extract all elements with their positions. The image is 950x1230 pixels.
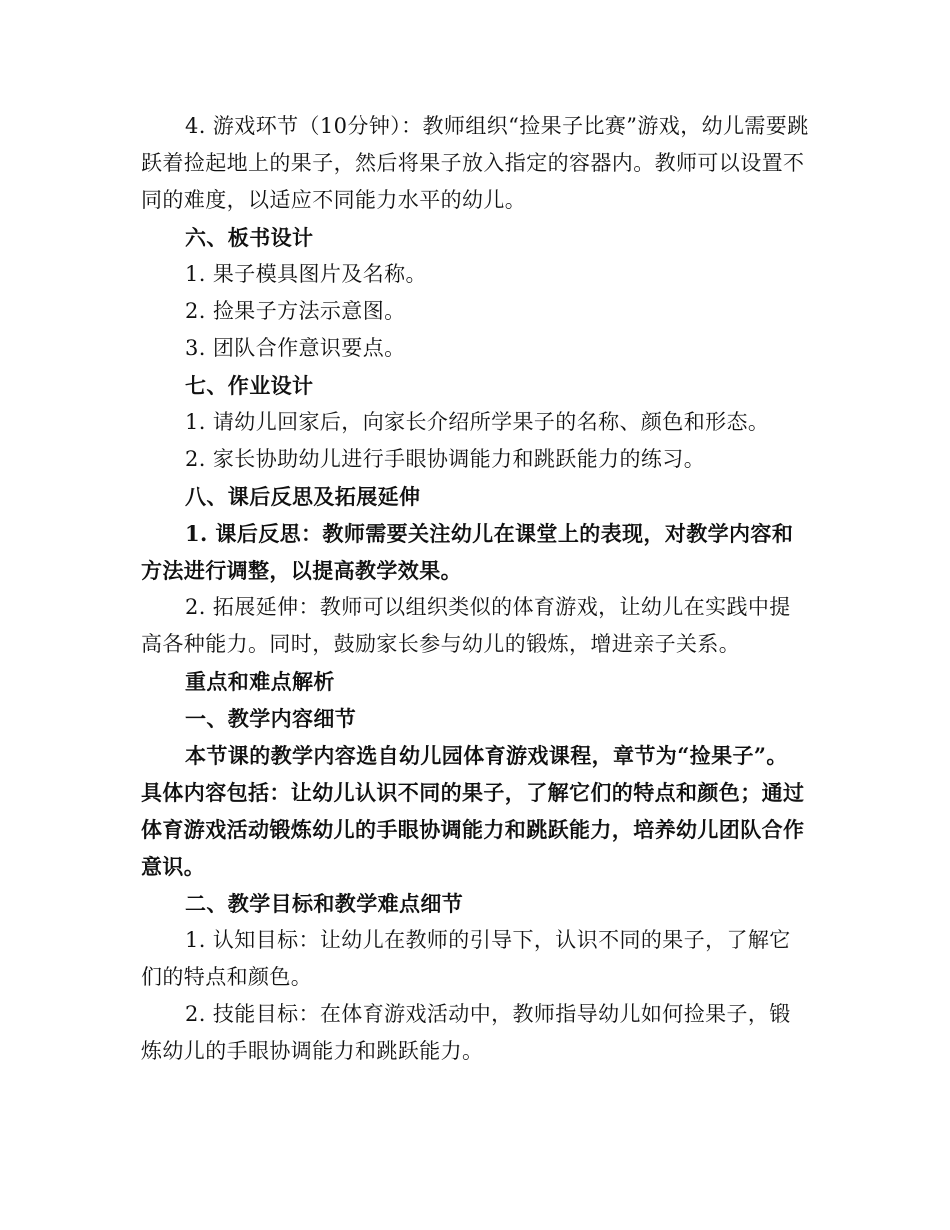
heading-reflection-extension: 八、课后反思及拓展延伸 [185,484,421,509]
list-item: 3. 团队合作意识要点。 [185,336,406,360]
heading-goals-difficulties: 二、教学目标和教学难点细节 [185,891,464,916]
paragraph-cognitive-goal: 1. 认知目标：让幼儿在教师的引导下，认识不同的果子，了解它们的特点和颜色。 [141,928,791,989]
paragraph-skill-goal: 2. 技能目标：在体育游戏活动中，教师指导幼儿如何捡果子，锻炼幼儿的手眼协调能力和跳跃能力。 [141,1002,791,1063]
heading-key-points-analysis: 重点和难点解析 [185,669,335,694]
document-page [141,108,809,1070]
list-item: 1. 请幼儿回家后，向家长介绍所学果子的名称、颜色和形态。 [185,410,770,434]
paragraph-content-details: 本节课的教学内容选自幼儿园体育游戏课程，章节为“捡果子”。具体内容包括：让幼儿认识不同的果子，了解它们的特点和颜色；通过体育游戏活动锻炼幼儿的手眼协调能力和跳跃能力，培养幼儿团队合作意识。 [141,743,805,879]
list-item: 2. 家长协助幼儿进行手眼协调能力和跳跃能力的练习。 [185,447,706,471]
heading-homework-design: 七、作业设计 [185,373,314,398]
list-item: 1. 果子模具图片及名称。 [185,262,427,286]
paragraph-game-section: 4. 游戏环节（10分钟）：教师组织“捡果子比赛”游戏，幼儿需要跳跃着捡起地上的果子，然后将果子放入指定的容器内。教师可以设置不同的难度，以适应不同能力水平的幼儿。 [141,114,809,212]
heading-content-details: 一、教学内容细节 [185,706,357,731]
paragraph-extension: 2. 拓展延伸：教师可以组织类似的体育游戏，让幼儿在实践中提高各种能力。同时，鼓励家长参与幼儿的锻炼，增进亲子关系。 [141,595,791,656]
heading-board-design: 六、板书设计 [185,225,314,250]
paragraph-reflection: 1. 课后反思：教师需要关注幼儿在课堂上的表现，对教学内容和方法进行调整，以提高教学效果。 [141,521,794,583]
list-item: 2. 捡果子方法示意图。 [185,299,406,323]
